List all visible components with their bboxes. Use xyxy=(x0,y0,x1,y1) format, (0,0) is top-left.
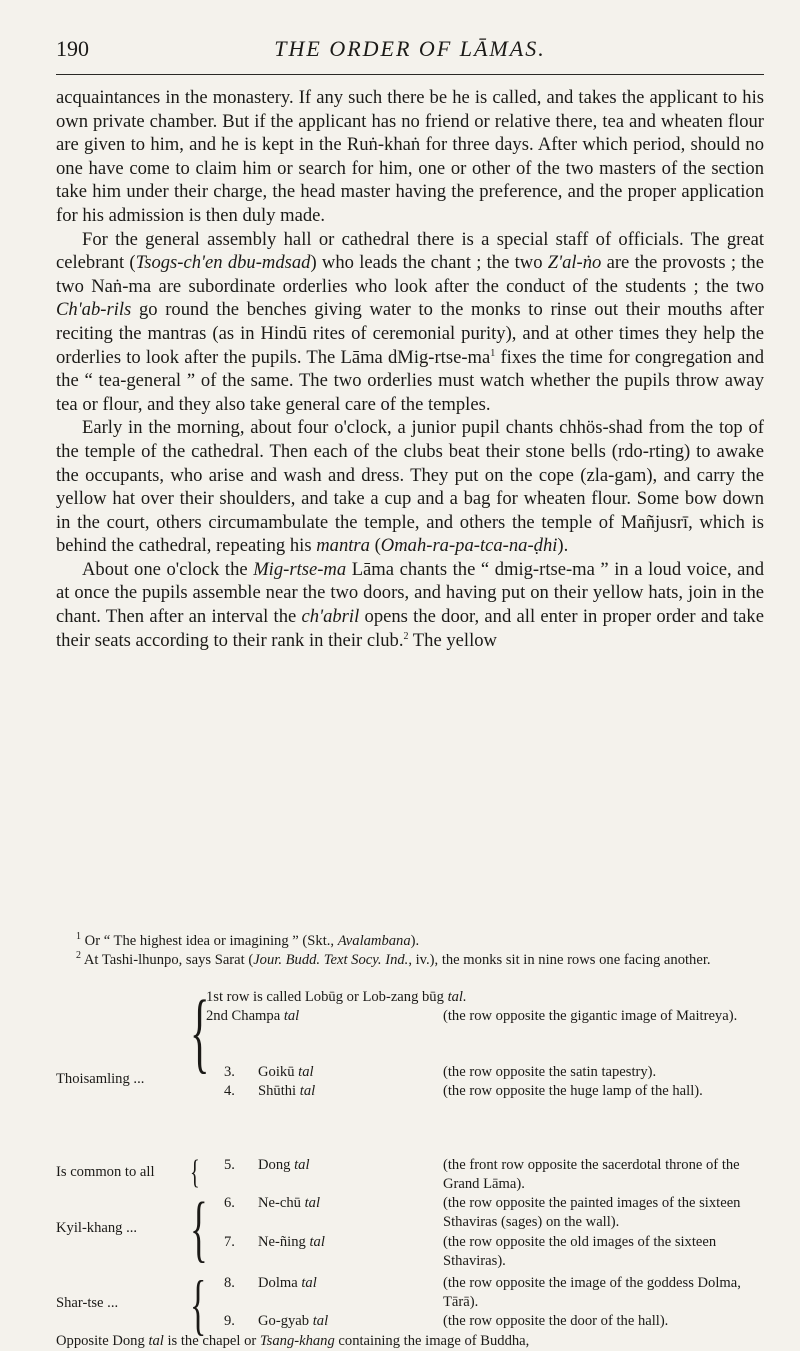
p3-italic-mantra-text: Omah-ra-pa-tca-na-ḍhi xyxy=(380,535,558,557)
p4-text-a: About one o'clock the xyxy=(82,558,254,580)
footnote-2-italic: Jour. Budd. Text Socy. Ind. xyxy=(253,951,409,968)
closing-line xyxy=(56,1332,529,1351)
brace-shartse: { xyxy=(190,1266,207,1342)
p2-italic-celebrant: Tsogs-ch'en dbu-mdsad xyxy=(135,252,311,274)
p4-text-f: The yellow xyxy=(408,629,497,651)
table-row xyxy=(258,1233,325,1252)
row-number: 9. xyxy=(224,1313,235,1329)
paragraph-4 xyxy=(56,558,764,652)
brace-common: { xyxy=(190,1154,200,1191)
table-row xyxy=(258,1274,317,1293)
row-number: 7. xyxy=(224,1234,235,1250)
group-common: Is common to all xyxy=(56,1164,155,1180)
row-desc: (the front row opposite the sacerdotal throne of the Grand Lāma). xyxy=(443,1157,740,1192)
table-row xyxy=(258,1082,315,1101)
closing-b: tal xyxy=(148,1333,164,1349)
row-tal: tal xyxy=(304,1195,321,1211)
closing-d: Tsang-khang xyxy=(259,1333,335,1349)
row-name: Dong xyxy=(258,1157,295,1173)
row-tal: tal. xyxy=(447,989,467,1005)
table-row xyxy=(206,1007,299,1026)
row-desc: (the row opposite the image of the goddess Dolma, Tārā). xyxy=(443,1275,741,1310)
p3-italic-mantra: mantra xyxy=(316,535,370,557)
footnote-1 xyxy=(56,932,764,951)
footnote-mark-2: 2 xyxy=(403,630,409,642)
body-text xyxy=(56,86,764,652)
group-kyilkhang: Kyil-khang ... xyxy=(56,1220,138,1236)
row-desc: (the row opposite the satin tapestry). xyxy=(443,1064,657,1080)
table-row xyxy=(258,1312,328,1331)
p4-text-c: Lāma chants the “ dmig-rtse-ma ” in a loud voice, and at once the pupils assemble near the two doors, and having put on their yellow hats, join in the chant. Then after an interval the xyxy=(56,558,764,628)
row-tal: tal xyxy=(283,1008,300,1024)
row-name: Shūthi xyxy=(258,1083,300,1099)
p2-italic-chabrils: Ch'ab-rils xyxy=(56,299,132,321)
closing-e: containing the image of Buddha, xyxy=(334,1333,530,1349)
footnote-1-end: ). xyxy=(410,933,420,949)
footnotes xyxy=(56,932,764,969)
p4-italic-migrtsema: Mig-rtse-ma xyxy=(253,558,347,580)
row-number: 4. xyxy=(224,1083,235,1099)
row-name: Ne-ñing xyxy=(258,1234,310,1250)
p3-text-e: ). xyxy=(557,535,569,557)
row-tal: tal xyxy=(301,1275,317,1291)
row-desc: (the row opposite the huge lamp of the hall). xyxy=(443,1083,703,1099)
row-desc: (the row opposite the painted images of the sixteen Sthaviras (sages) on the wall). xyxy=(443,1195,741,1230)
page-number: 190 xyxy=(56,36,89,61)
footnote-2-mark: 2 xyxy=(76,949,81,961)
row-name: 2nd Champa xyxy=(206,1008,284,1024)
p2-text-a: For the general assembly hall or cathedral there is a special staff of officials. The great celebrant ( xyxy=(56,228,764,274)
row-name: Dolma xyxy=(258,1275,302,1291)
table-row xyxy=(258,1194,320,1213)
closing-c: is the chapel or xyxy=(163,1333,260,1349)
p2-text-e: are the provosts ; the two Naṅ-ma are subordinate orderlies who look after the conduct of the students ; the two xyxy=(56,252,764,297)
footnote-2 xyxy=(56,951,764,970)
footnote-1-italic: Avalambana xyxy=(337,933,411,949)
table-row xyxy=(258,1156,310,1175)
paragraph-1-text: acquaintances in the monastery. If any such there be he is called, and takes the applicant to his own private chamber. But if the applicant has no friend or relative there, tea and wheaten flour are given to him, and he is kept in the Ruṅ-khaṅ for three days. After which period, should no one have come to claim him or search for him, one or other of the two masters of the section take him under their charge, the head master having the preference, and the proper application for his admission is then duly made. xyxy=(56,87,764,226)
p2-text-h: fixes the time for congregation and the “ tea-general ” of the same. The two orderlies must watch whether the pupils throw away tea or flour, and they also take general care of the temples. xyxy=(56,346,764,415)
closing-a: Opposite Dong xyxy=(56,1333,149,1349)
footnote-2-text: At Tashi-lhunpo, says Sarat ( xyxy=(81,951,254,968)
p3-text-c: ( xyxy=(369,535,381,557)
p2-text-c: ) who leads the chant ; the two xyxy=(310,252,548,274)
row-name: Ne-chū xyxy=(258,1195,305,1211)
p3-text-a: Early in the morning, about four o'clock, a junior pupil chants chhös-shad from the top of the temple of the cathedral. Then each of the clubs beat their stone bells (rdo-rting) to awake the occupants, who arise and wash and dress. They put on the cope (zla-gam), and carry the yellow hat over their shoulders, and take a cup and a bag for wheaten flour. Some bow down in the court, others circumambulate the temple, and others the temple of Mañjusrī, which is behind the cathedral, repeating his xyxy=(56,417,764,557)
p2-text-g: go round the benches giving water to the monks to rinse out their mouths after reciting the mantras (as in Hindū rites of ceremonial purity), and at other times they help the orderlies to look after the pupils. The Lāma dMig-rtse-ma xyxy=(56,299,764,368)
row-name: Go-gyab xyxy=(258,1313,313,1329)
footnote-2-end: , iv.), the monks sit in nine rows one facing another. xyxy=(408,951,711,968)
brace-kyilkhang: { xyxy=(190,1188,208,1270)
brace-thoisamling: { xyxy=(190,983,210,1082)
row-tal: tal xyxy=(298,1064,314,1080)
row-name: 1st row is called Lobūg or Lob-zang būg xyxy=(206,989,448,1005)
table-row xyxy=(206,988,467,1007)
row-number: 6. xyxy=(224,1195,235,1211)
group-shartse: Shar-tse ... xyxy=(56,1295,119,1311)
p4-italic-chabril: ch'abril xyxy=(301,606,360,628)
row-desc: (the row opposite the gigantic image of Maitreya). xyxy=(443,1008,738,1024)
paragraph-2 xyxy=(56,228,764,417)
paragraph-3 xyxy=(56,416,764,558)
paragraph-1 xyxy=(56,86,764,228)
running-header xyxy=(56,36,764,66)
row-name: Goikū xyxy=(258,1064,299,1080)
row-tal: tal xyxy=(299,1083,316,1099)
row-number: 3. xyxy=(224,1064,235,1080)
group-thoisamling: Thoisamling ... xyxy=(56,1071,145,1087)
row-desc: (the row opposite the old images of the sixteen Sthaviras). xyxy=(443,1234,717,1269)
p2-italic-zalno: Z'al-ṅo xyxy=(547,252,602,274)
row-number: 5. xyxy=(224,1157,235,1173)
row-tal: tal xyxy=(309,1234,325,1250)
running-title: THE ORDER OF LĀMAS. xyxy=(274,36,546,61)
p4-text-e: opens the door, and all enter in proper order and take their seats according to their rank in their club. xyxy=(56,606,764,651)
footnote-1-text: Or “ The highest idea or imagining ” (Skt., xyxy=(81,933,338,949)
row-number: 8. xyxy=(224,1275,235,1291)
table-row xyxy=(258,1063,314,1082)
footnote-1-mark: 1 xyxy=(76,931,81,943)
row-tal: tal xyxy=(312,1313,329,1329)
header-rule xyxy=(56,74,764,75)
row-desc: (the row opposite the door of the hall). xyxy=(443,1313,669,1329)
footnote-mark-1: 1 xyxy=(490,347,496,359)
row-tal: tal xyxy=(294,1157,310,1173)
